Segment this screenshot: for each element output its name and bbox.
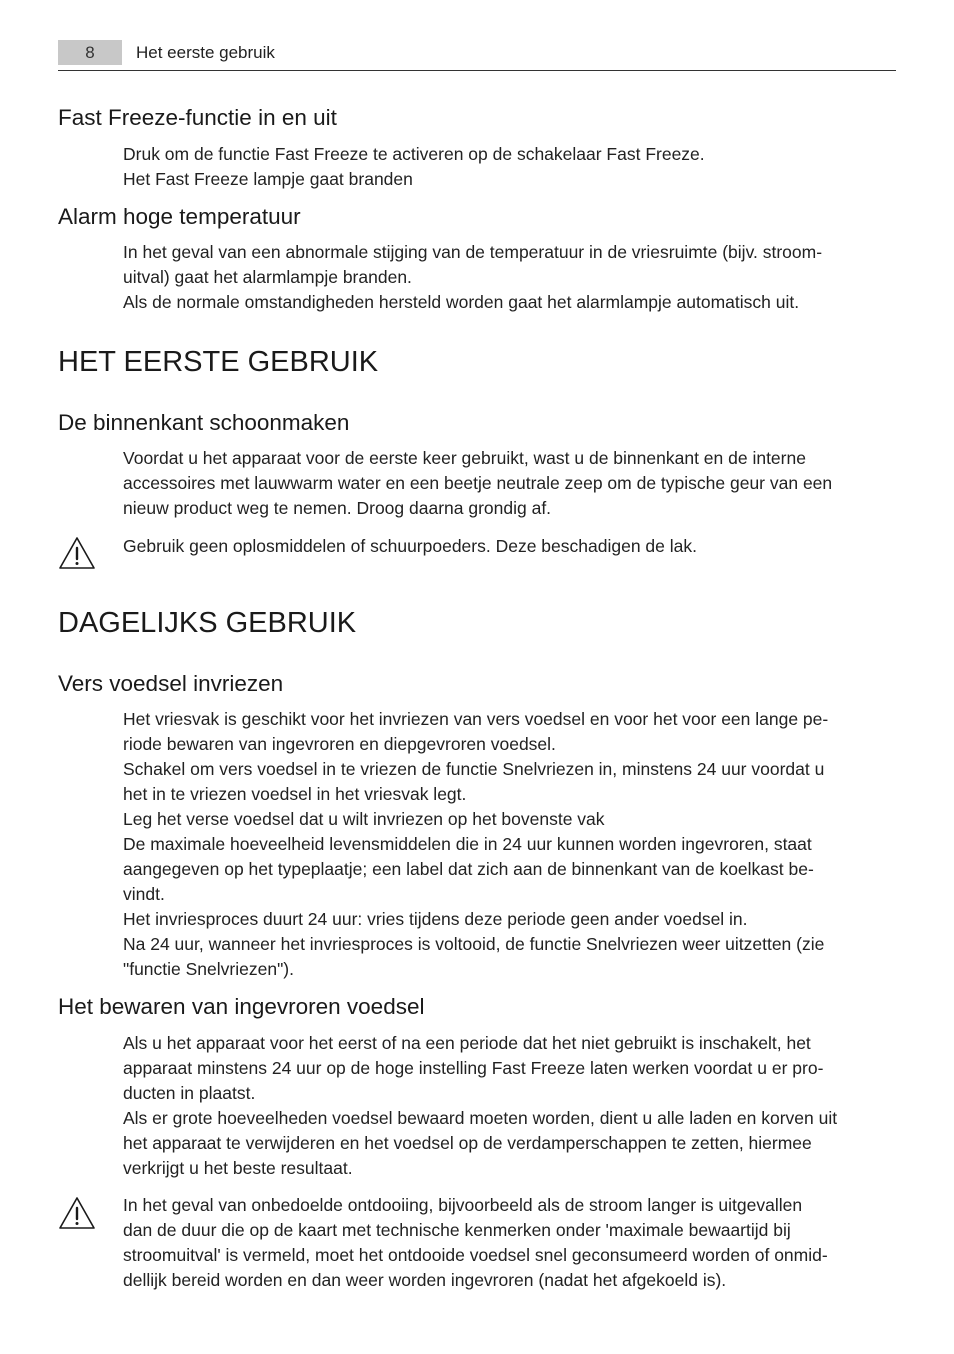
heading-fast-freeze: Fast Freeze-functie in en uit [58,105,337,130]
page-number: 8 [58,40,122,65]
text-line: De maximale hoeveelheid levensmiddelen die in 24 uur kunnen worden ingevroren, staat [123,834,812,854]
warning-triangle-icon [58,1196,96,1230]
heading-vers-voedsel: Vers voedsel invriezen [58,671,284,696]
text-line: Schakel om vers voedsel in te vriezen de functie Snelvriezen in, minstens 24 uur voordat u [123,759,825,779]
text-line: aangegeven op het typeplaatje; een label dat zich aan de binnenkant van de koelkast be- [123,859,814,879]
text-line: Leg het verse voedsel dat u wilt invriezen op het bovenste vak [123,809,605,829]
warning-text-line: In het geval van onbedoelde ontdooiing, bijvoorbeeld als de stroom langer is uitgevallen [123,1195,803,1215]
paragraph-binnenkant [123,446,903,521]
warning-text-line: Gebruik geen oplosmiddelen of schuurpoeders. Deze beschadigen de lak. [123,536,697,556]
text-line: Als de normale omstandigheden hersteld worden gaat het alarmlampje automatisch uit. [123,292,800,312]
heading-binnenkant: De binnenkant schoonmaken [58,410,350,435]
text-line: Als u het apparaat voor het eerst of na een periode dat het niet gebruikt is inschakelt, het [123,1033,811,1053]
text-line: Het Fast Freeze lampje gaat branden [123,169,413,189]
text-line: het apparaat te verwijderen en het voedsel op de verdamperschappen te zetten, hiermee [123,1133,812,1153]
warning-text-line: dan de duur die op de kaart met technische kenmerken onder 'maximale bewaartijd bij [123,1220,791,1240]
text-line: verkrijgt u het beste resultaat. [123,1158,353,1178]
text-line: het in te vriezen voedsel in het vriesvak legt. [123,784,467,804]
text-line: In het geval van een abnormale stijging van de temperatuur in de vriesruimte (bijv. stroom- [123,242,823,262]
page-header [58,40,896,71]
paragraph-vers-voedsel [123,707,903,982]
heading-alarm: Alarm hoge temperatuur [58,204,301,229]
text-line: Na 24 uur, wanneer het invriesproces is voltooid, de functie Snelvriezen weer uitzetten (zie [123,934,825,954]
text-line: accessoires met lauwwarm water en een beetje neutrale zeep om de typische geur van een [123,473,833,493]
text-line: Het vriesvak is geschikt voor het invriezen van vers voedsel en voor het voor een lange pe- [123,709,829,729]
warning-text-line: stroomuitval' is vermeld, moet het ontdooide voedsel snel geconsumeerd worden of onmid- [123,1245,828,1265]
text-line: Het invriesproces duurt 24 uur: vries tijdens deze periode geen ander voedsel in. [123,909,748,929]
text-line: apparaat minstens 24 uur op de hoge instelling Fast Freeze laten werken voordat u er pro- [123,1058,824,1078]
warning-triangle-icon [58,536,96,570]
text-line: vindt. [123,884,165,904]
paragraph-bewaren [123,1031,903,1181]
text-line: nieuw product weg te nemen. Droog daarna grondig af. [123,498,552,518]
section-title-dagelijks-gebruik: DAGELIJKS GEBRUIK [58,607,357,639]
text-line: Druk om de functie Fast Freeze te activeren op de schakelaar Fast Freeze. [123,144,705,164]
text-line: "functie Snelvriezen"). [123,959,294,979]
section-title-eerste-gebruik: HET EERSTE GEBRUIK [58,346,379,378]
warning-bewaren [123,1193,903,1293]
text-line: uitval) gaat het alarmlampje branden. [123,267,412,287]
text-line: ducten in plaatst. [123,1083,256,1103]
running-title: Het eerste gebruik [136,43,275,62]
warning-binnenkant [123,534,903,559]
text-line: Voordat u het apparaat voor de eerste keer gebruikt, wast u de binnenkant en de interne [123,448,806,468]
heading-bewaren: Het bewaren van ingevroren voedsel [58,994,425,1019]
paragraph-alarm [123,240,903,315]
warning-text-line: dellijk bereid worden en dan weer worden ingevroren (nadat het afgekoeld is). [123,1270,727,1290]
text-line: riode bewaren van ingevroren en diepgevroren voedsel. [123,734,556,754]
text-line: Als er grote hoeveelheden voedsel bewaard moeten worden, dient u alle laden en korven uit [123,1108,838,1128]
paragraph-fast-freeze [123,142,903,192]
